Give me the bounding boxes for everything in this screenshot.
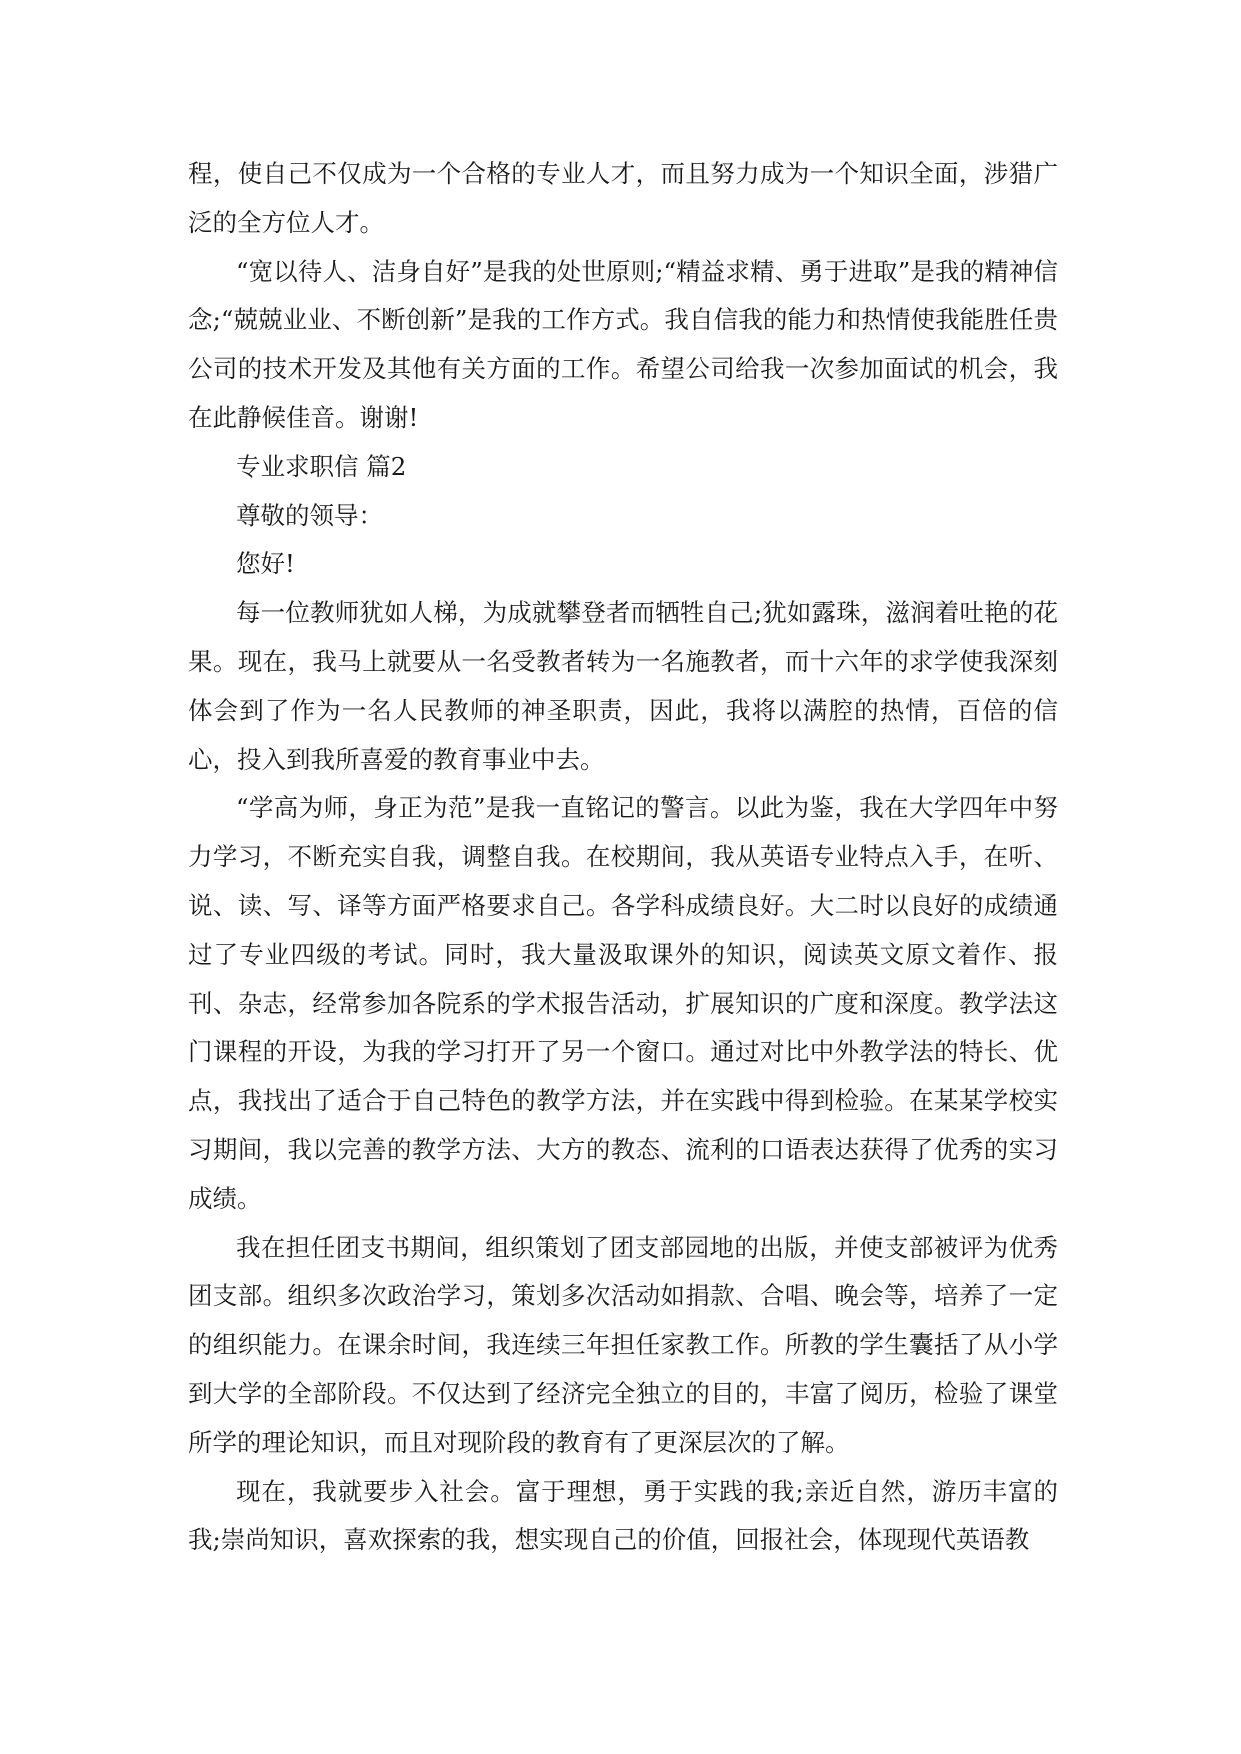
paragraph-activities: 我在担任团支书期间，组织策划了团支部园地的出版，并使支部被评为优秀团支部。组织多次政治学习，策划多次活动如捐款、合唱、晚会等，培养了一定的组织能力。在课余时间，我连续三年担任家教工作。所教的学生囊括了从小学到大学的全部阶段。不仅达到了经济完全独立的目的，丰富了阅历，检验了课堂所学的理论知识，而且对现阶段的教育有了更深层次的了解。 <box>188 1232 1058 1457</box>
salutation: 尊敬的领导： <box>236 500 383 530</box>
section-heading: 专业求职信 篇2 <box>236 451 407 481</box>
paragraph-study: “学高为师，身正为范”是我一直铭记的警言。以此为鉴，我在大学四年中努力学习，不断充实自我，调整自我。在校期间，我从英语专业特点入手，在听、说、读、写、译等方面严格要求自己。各学科成绩良好。大二时以良好的成绩通过了专业四级的考试。同时，我大量汲取课外的知识，阅读英文原文着作、报刊、杂志，经常参加各院系的学术报告活动，扩展知识的广度和深度。教学法这门课程的开设，为我的学习打开了另一个窗口。通过对比中外教学法的特长、优点，我找出了适合于自己特色的教学方法，并在实践中得到检验。在某某学校实习期间，我以完善的教学方法、大方的教态、流利的口语表达获得了优秀的实习成绩。 <box>188 793 1058 1213</box>
paragraph-continuation: 程，使自己不仅成为一个合格的专业人才，而且努力成为一个知识全面，涉猎广泛的全方位人才。 <box>188 159 1058 237</box>
paragraph-intro: 每一位教师犹如人梯，为成就攀登者而牺牲自己;犹如露珠，滋润着吐艳的花果。现在，我马上就要从一名受教者转为一名施教者，而十六年的求学使我深刻体会到了作为一名人民教师的神圣职责，因此，我将以满腔的热情，百倍的信心，投入到我所喜爱的教育事业中去。 <box>188 598 1058 774</box>
document-body <box>188 150 1058 1565</box>
paragraph-principles: “宽以待人、洁身自好”是我的处世原则;“精益求精、勇于进取”是我的精神信念;“兢兢业业、不断创新”是我的工作方式。我自信我的能力和热情使我能胜任贵公司的技术开发及其他有关方面的工作。希望公司给我一次参加面试的机会，我在此静候佳音。谢谢! <box>188 256 1058 432</box>
paragraph-conclusion: 现在，我就要步入社会。富于理想，勇于实践的我;亲近自然，游历丰富的我;崇尚知识，喜欢探索的我，想实现自己的价值，回报社会，体现现代英语教 <box>188 1476 1058 1555</box>
greeting: 您好! <box>236 549 295 579</box>
